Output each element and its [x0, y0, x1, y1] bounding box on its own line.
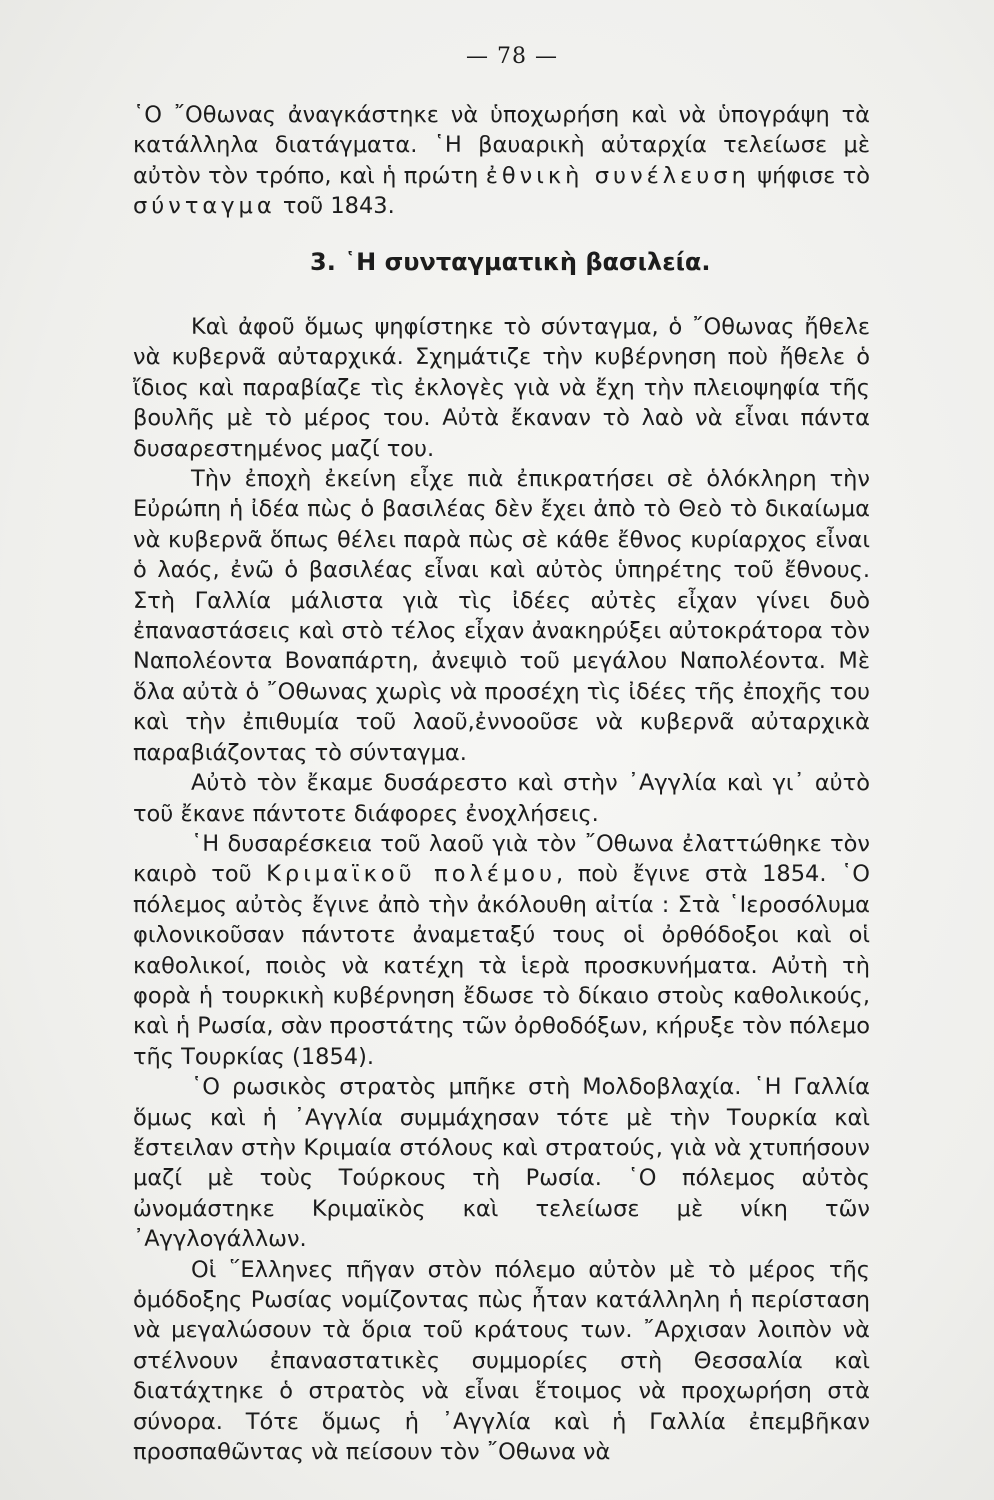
section-heading: 3. ῾Η συνταγματικὴ βασιλεία. [310, 248, 711, 276]
page-number: — 78 — [466, 44, 558, 69]
paragraph-3: Αὐτὸ τὸν ἔκαμε δυσάρεστο καὶ στὴν ᾿Αγγλία καὶ γι᾿ αὐτὸ τοῦ ἔκανε πάντοτε διάφορες ἐνοχλήσεις. [133, 770, 870, 827]
emphasis-syntagma: σύνταγμα [133, 193, 276, 220]
paragraph-6: Οἱ ῞Ελληνες πῆγαν στὸν πόλεμο αὐτὸν μὲ τὸ μέρος τῆς ὁμόδοξης Ρωσίας νομίζοντας πὼς ἦταν κατάλληλη ἡ περίσταση νὰ μεγαλώσουν τὰ ὅρια τοῦ κράτους των. ῎Αρχισαν λοιπὸν νὰ στέλνουν ἐπαναστατικὲς συμμορίες στὴ Θεσσαλία καὶ διατάχτηκε ὁ στρατὸς νὰ εἶναι ἕτοιμος νὰ προχωρήση στὰ σύνορα. Τότε ὅμως ἡ ᾿Αγγλία καὶ ἡ Γαλλία ἐπεμβῆκαν προσπαθῶντας νὰ πείσουν τὸν ῎Οθωνα νὰ [133, 1256, 870, 1466]
intro-text-part2: ψήφισε τὸ [749, 162, 870, 189]
paragraph-4-part1: ῾Η δυσαρέσκεια τοῦ λαοῦ γιὰ τὸν ῎Οθωνα ἐλαττώθηκε τὸν καιρὸ τοῦ [133, 830, 870, 888]
emphasis-krimaikou-polemou: Κριμαϊκοῦ πολέμου [266, 861, 557, 888]
intro-text-part1: ῾Ο ῎Οθωνας ἀναγκάστηκε νὰ ὑποχωρήση καὶ νὰ ὑπογράψη τὰ κατάλληλα διατάγματα. ῾Η βαυαρικὴ αὐταρχία τελείωσε μὲ αὐτὸν τὸν τρόπο, καὶ ἡ πρώτη [133, 102, 870, 189]
intro-text [133, 100, 870, 222]
paragraph-4-part2: , ποὺ ἔγινε στὰ 1854. ῾Ο πόλεμος αὐτὸς ἔγινε ἀπὸ τὴν ἀκόλουθη αἰτία : Στὰ ῾Ιεροσόλυμα φιλονικοῦσαν πάντοτε ἀναμεταξύ τους οἱ ὀρθόδοξοι καὶ οἱ καθολικοί, ποιὸς νὰ κατέχη τὰ ἱερὰ προσκυνήματα. Αὐτὴ τὴ φορὰ ἡ τουρκικὴ κυβέρνηση ἔδωσε τὸ δίκαιο στοὺς καθολικούς, καὶ ἡ Ρωσία, σὰν προστάτης τῶν ὀρθοδόξων, κήρυξε τὸν πόλεμο τῆς Τουρκίας (1854). [133, 861, 871, 1070]
body-text [133, 312, 870, 1467]
intro-text-part3: τοῦ 1843. [275, 193, 395, 220]
intro-paragraph [133, 100, 870, 222]
paragraph-4 [133, 829, 870, 1072]
paragraph-1: Καὶ ἀφοῦ ὅμως ψηφίστηκε τὸ σύνταγμα, ὁ ῎Οθωνας ἤθελε νὰ κυβερνᾶ αὐταρχικά. Σχημάτιζε τὴν κυβέρνηση ποὺ ἤθελε ὁ ἴδιος καὶ παραβίαζε τὶς ἐκλογὲς γιὰ νὰ ἔχη τὴν πλειοψηφία τῆς βουλῆς μὲ τὸ μέρος του. Αὐτὰ ἔκαναν τὸ λαὸ νὰ εἶναι πάντα δυσαρεστημένος μαζί του. [133, 314, 870, 462]
emphasis-ethniki-synelefsi: ἐθνικὴ συνέλευση [485, 162, 750, 189]
paragraph-2: Τὴν ἐποχὴ ἐκείνη εἶχε πιὰ ἐπικρατήσει σὲ ὁλόκληρη τὴν Εὐρώπη ἡ ἰδέα πὼς ὁ βασιλέας δὲν ἔχει ἀπὸ τὸ Θεὸ τὸ δικαίωμα νὰ κυβερνᾶ ὅπως θέλει παρὰ πὼς σὲ κάθε ἔθνος κυρίαρχος εἶναι ὁ λαός, ἐνῶ ὁ βασιλέας εἶναι καὶ αὐτὸς ὑπηρέτης τοῦ ἔθνους. Στὴ Γαλλία μάλιστα γιὰ τὶς ἰδέες αὐτὲς εἶχαν γίνει δυὸ ἐπαναστάσεις καὶ στὸ τέλος εἶχαν ἀνακηρύξει αὐτοκράτορα τὸν Ναπολέοντα Βοναπάρτη, ἀνεψιὸ τοῦ μεγάλου Ναπολέοντα. Μὲ ὅλα αὐτὰ ὁ ῎Οθωνας χωρὶς νὰ προσέχη τὶς ἰδέες τῆς ἐποχῆς του καὶ τὴν ἐπιθυμία τοῦ λαοῦ,ἐννοοῦσε νὰ κυβερνᾶ αὐταρχικὰ παραβιάζοντας τὸ σύνταγμα. [133, 466, 870, 766]
paragraph-5: ῾Ο ρωσικὸς στρατὸς μπῆκε στὴ Μολδοβλαχία. ῾Η Γαλλία ὅμως καὶ ἡ ᾿Αγγλία συμμάχησαν τότε μὲ τὴν Τουρκία καὶ ἔστειλαν στὴν Κριμαία στόλους καὶ στρατούς, γιὰ νὰ χτυπήσουν μαζί μὲ τοὺς Τούρκους τὴ Ρωσία. ῾Ο πόλεμος αὐτὸς ὠνομάστηκε Κριμαϊκὸς καὶ τελείωσε μὲ νίκη τῶν ᾿Αγγλογάλλων. [133, 1074, 870, 1253]
